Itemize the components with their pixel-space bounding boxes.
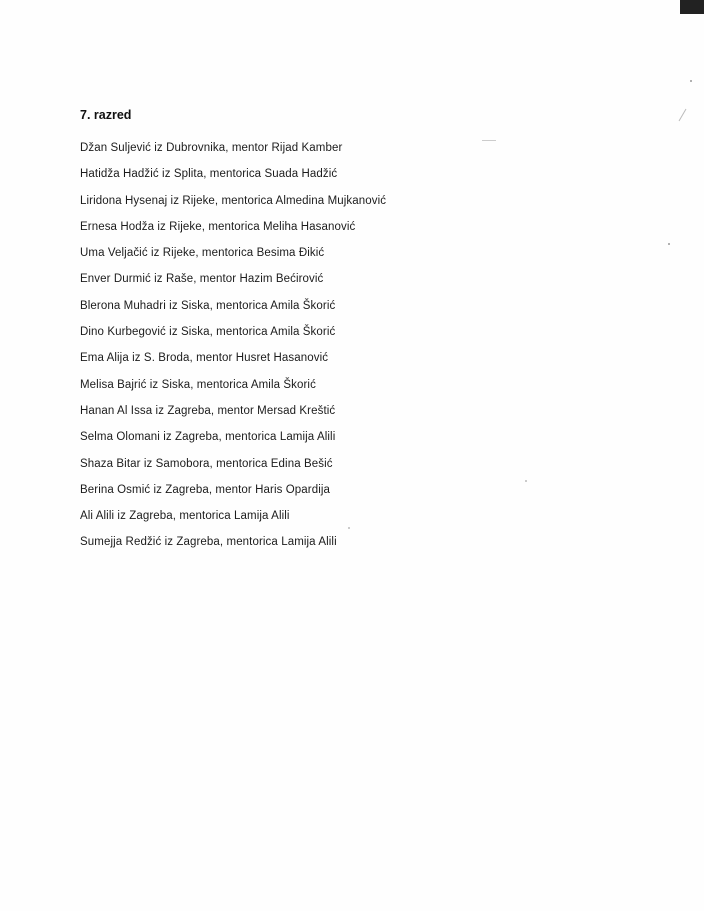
- participant-entry: Dino Kurbegović iz Siska, mentorica Amila Škorić: [80, 326, 336, 339]
- scan-speck: [690, 80, 692, 82]
- scan-speck: [482, 140, 496, 141]
- participant-entry: Selma Olomani iz Zagreba, mentorica Lamija Alili: [80, 431, 336, 444]
- participant-entry: Sumejja Redžić iz Zagreba, mentorica Lamija Alili: [80, 536, 337, 549]
- section-heading: 7. razred: [80, 108, 132, 122]
- participant-entry: Blerona Muhadri iz Siska, mentorica Amila Škorić: [80, 299, 336, 312]
- participant-entry: Hanan Al Issa iz Zagreba, mentor Mersad Kreštić: [80, 404, 336, 417]
- participant-entry: Enver Durmić iz Raše, mentor Hazim Bećirović: [80, 273, 324, 286]
- participant-entry: Berina Osmić iz Zagreba, mentor Haris Opardija: [80, 483, 331, 496]
- participant-entry: Ema Alija iz S. Broda, mentor Husret Hasanović: [80, 352, 329, 365]
- scan-edge-mark: [680, 0, 704, 14]
- participant-entry: Ernesa Hodža iz Rijeke, mentorica Meliha Hasanović: [80, 220, 356, 233]
- scan-speck: [668, 243, 670, 245]
- participant-entry: Hatidža Hadžić iz Splita, mentorica Suada Hadžić: [80, 168, 338, 181]
- participant-entry: Liridona Hysenaj iz Rijeke, mentorica Almedina Mujkanović: [80, 194, 387, 207]
- scan-speck: [525, 480, 527, 482]
- participant-entry: Ali Alili iz Zagreba, mentorica Lamija Alili: [80, 510, 290, 523]
- participant-entry: Shaza Bitar iz Samobora, mentorica Edina Bešić: [80, 457, 333, 470]
- participant-entry: Melisa Bajrić iz Siska, mentorica Amila Škorić: [80, 378, 316, 391]
- participant-entry: Džan Suljević iz Dubrovnika, mentor Rijad Kamber: [80, 142, 343, 154]
- participant-list: [80, 135, 386, 556]
- participant-entry: Uma Veljačić iz Rijeke, mentorica Besima Đikić: [80, 247, 325, 260]
- scan-speck: [679, 109, 687, 122]
